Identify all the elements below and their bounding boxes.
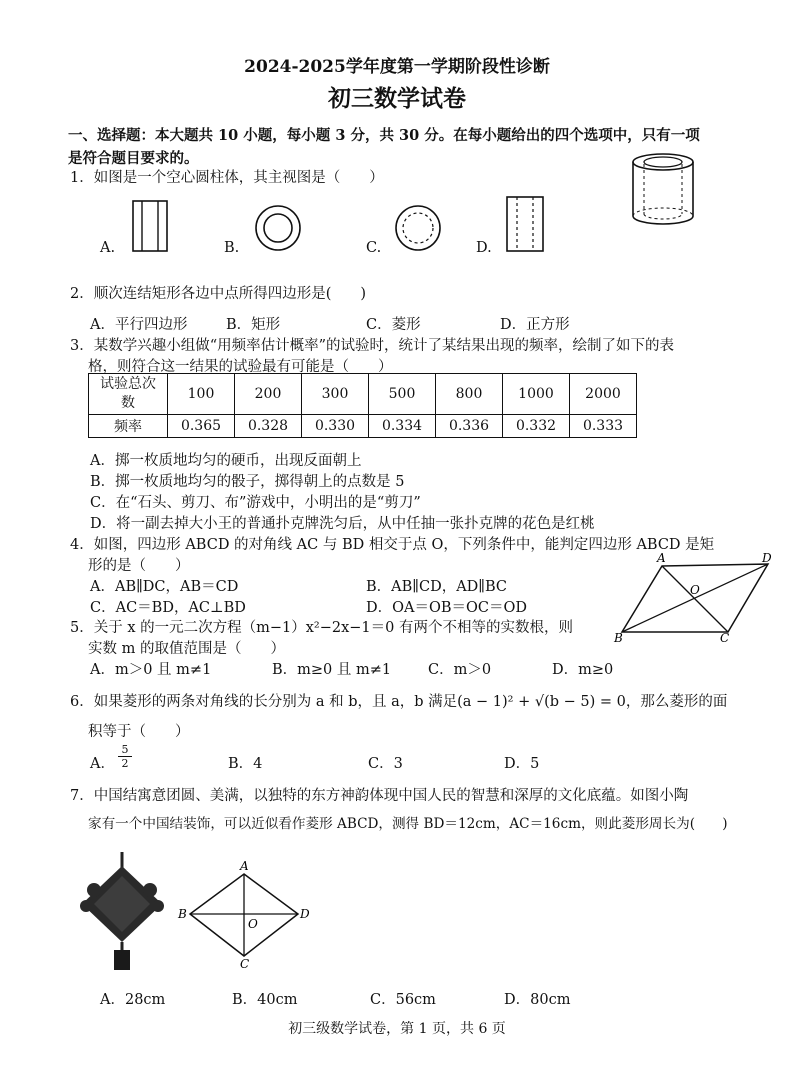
- q4-stem-line2: 形的是（ ）: [88, 558, 190, 574]
- q6-option-c: C．3: [368, 756, 403, 772]
- table-cell: 0.334: [369, 415, 436, 438]
- table-cell: 500: [369, 374, 436, 415]
- table-cell: 200: [235, 374, 302, 415]
- section-heading-line1: 一、选择题：本大题共 10 小题，每小题 3 分，共 30 分。在每小题给出的四个选项中，只有一项: [68, 127, 700, 144]
- q4-label-c: C: [720, 631, 730, 645]
- q2-option-d: D．正方形: [500, 317, 570, 333]
- q1-option-a: A.: [100, 240, 116, 256]
- q4-option-a: A．AB∥DC，AB＝CD: [90, 579, 239, 595]
- q5-option-c: C．m＞0: [428, 662, 492, 678]
- q5-option-d: D．m≥0: [552, 662, 614, 678]
- q7-label-a: A: [240, 859, 249, 873]
- page-footer: 初三级数学试卷，第 1 页，共 6 页: [288, 1021, 506, 1037]
- table-row-label: 频率: [89, 415, 168, 438]
- q7-label-o: O: [248, 917, 258, 931]
- q7-stem-line2: 家有一个中国结装饰，可以近似看作菱形 ABCD，测得 BD＝12cm，AC＝16cm，则此菱形周长为( ): [88, 816, 728, 832]
- q3-option-c: C．在“石头、剪刀、布”游戏中，小明出的是“剪刀”: [90, 495, 421, 511]
- q4-label-a: A: [657, 551, 666, 565]
- table-cell: 100: [168, 374, 235, 415]
- table-cell: 0.336: [436, 415, 503, 438]
- q1-hollow-cylinder-figure: [628, 152, 698, 232]
- q5-option-b: B．m≥0 且 m≠1: [272, 662, 392, 678]
- q4-stem-line1: 4．如图，四边形 ABCD 的对角线 AC 与 BD 相交于点 O，下列条件中，能判定四边形 ABCD 是矩: [70, 537, 715, 553]
- q5-option-a: A．m＞0 且 m≠1: [90, 662, 212, 678]
- q7-stem-line1: 7．中国结寓意团圆、美满，以独特的东方神韵体现中国人民的智慧和深厚的文化底蕴。如图小陶: [70, 788, 689, 804]
- q3-frequency-table: [88, 373, 637, 438]
- table-cell: 0.328: [235, 415, 302, 438]
- q2-stem: 2．顺次连结矩形各边中点所得四边形是( ): [70, 286, 367, 302]
- q7-rhombus-figure: [176, 860, 316, 972]
- q7-label-b: B: [178, 907, 187, 921]
- table-cell: 800: [436, 374, 503, 415]
- q2-option-a: A．平行四边形: [90, 317, 188, 333]
- fraction-numerator: 5: [118, 743, 132, 757]
- q6-stem-line1: 6．如果菱形的两条对角线的长分别为 a 和 b，且 a，b 满足(a − 1)² + √(b − 5) = 0，那么菱形的面: [70, 694, 728, 710]
- q1-option-b: B.: [224, 240, 240, 256]
- q3-option-a: A．掷一枚质地均匀的硬币，出现反面朝上: [90, 453, 362, 469]
- q6-option-b: B．4: [228, 756, 263, 772]
- q7-option-b: B．40cm: [232, 992, 298, 1008]
- q7-option-c: C．56cm: [370, 992, 436, 1008]
- table-cell: 0.365: [168, 415, 235, 438]
- q1-option-c-figure: [394, 204, 442, 252]
- q7-option-a: A．28cm: [100, 992, 166, 1008]
- exam-subtitle: 初三数学试卷: [328, 85, 466, 112]
- q6-stem-line2: 积等于（ ）: [88, 724, 190, 740]
- q4-option-d: D．OA＝OB＝OC＝OD: [366, 600, 528, 616]
- header-label-line2: 数: [121, 395, 135, 411]
- table-cell: 0.332: [503, 415, 570, 438]
- q1-stem: 1．如图是一个空心圆柱体，其主视图是（ ）: [70, 170, 384, 186]
- q4-label-o: O: [690, 583, 700, 597]
- exam-title: 2024-2025学年度第一学期阶段性诊断: [244, 57, 550, 77]
- q4-option-c: C．AC＝BD，AC⊥BD: [90, 600, 246, 616]
- q2-option-c: C．菱形: [366, 317, 421, 333]
- table-row: [89, 374, 637, 415]
- section-heading-line2: 是符合题目要求的。: [68, 150, 199, 167]
- header-label-line1: 试验总次: [100, 376, 156, 392]
- q3-stem-line1: 3．某数学兴趣小组做“用频率估计概率”的试验时，统计了某结果出现的频率，绘制了如下的表: [70, 338, 675, 354]
- q5-stem-line2: 实数 m 的取值范围是（ ）: [88, 641, 285, 657]
- q1-option-a-figure: [132, 200, 170, 254]
- table-cell: 300: [302, 374, 369, 415]
- q4-label-d: D: [762, 551, 772, 565]
- table-cell: 0.330: [302, 415, 369, 438]
- table-cell: 0.333: [570, 415, 637, 438]
- fraction-denominator: 2: [121, 757, 129, 770]
- q7-option-d: D．80cm: [504, 992, 571, 1008]
- table-cell: 2000: [570, 374, 637, 415]
- q3-option-b: B．掷一枚质地均匀的骰子，掷得朝上的点数是 5: [90, 474, 405, 490]
- q7-label-c: C: [240, 957, 250, 971]
- q7-label-d: D: [300, 907, 310, 921]
- q4-quadrilateral-figure: [610, 552, 780, 644]
- q7-chinese-knot-image: [78, 850, 170, 976]
- q2-option-b: B．矩形: [226, 317, 281, 333]
- q3-stem-line2: 格，则符合这一结果的试验最有可能是（ ）: [88, 359, 393, 375]
- q4-label-b: B: [614, 631, 623, 645]
- q1-option-c: C.: [366, 240, 382, 256]
- q6-option-a-fraction: [118, 743, 132, 770]
- table-cell: 1000: [503, 374, 570, 415]
- table-header-cell: [89, 374, 168, 415]
- table-row: [89, 415, 637, 438]
- q1-option-d: D.: [476, 240, 492, 256]
- q6-option-d: D．5: [504, 756, 540, 772]
- q1-option-d-figure: [506, 196, 546, 254]
- q1-option-b-figure: [254, 204, 302, 252]
- q4-option-b: B．AB∥CD，AD∥BC: [366, 579, 508, 595]
- q6-option-a-label: A．: [90, 756, 115, 772]
- q3-option-d: D．将一副去掉大小王的普通扑克牌洗匀后，从中任抽一张扑克牌的花色是红桃: [90, 516, 595, 532]
- q5-stem-line1: 5．关于 x 的一元二次方程（m−1）x²−2x−1＝0 有两个不相等的实数根，则: [70, 620, 573, 636]
